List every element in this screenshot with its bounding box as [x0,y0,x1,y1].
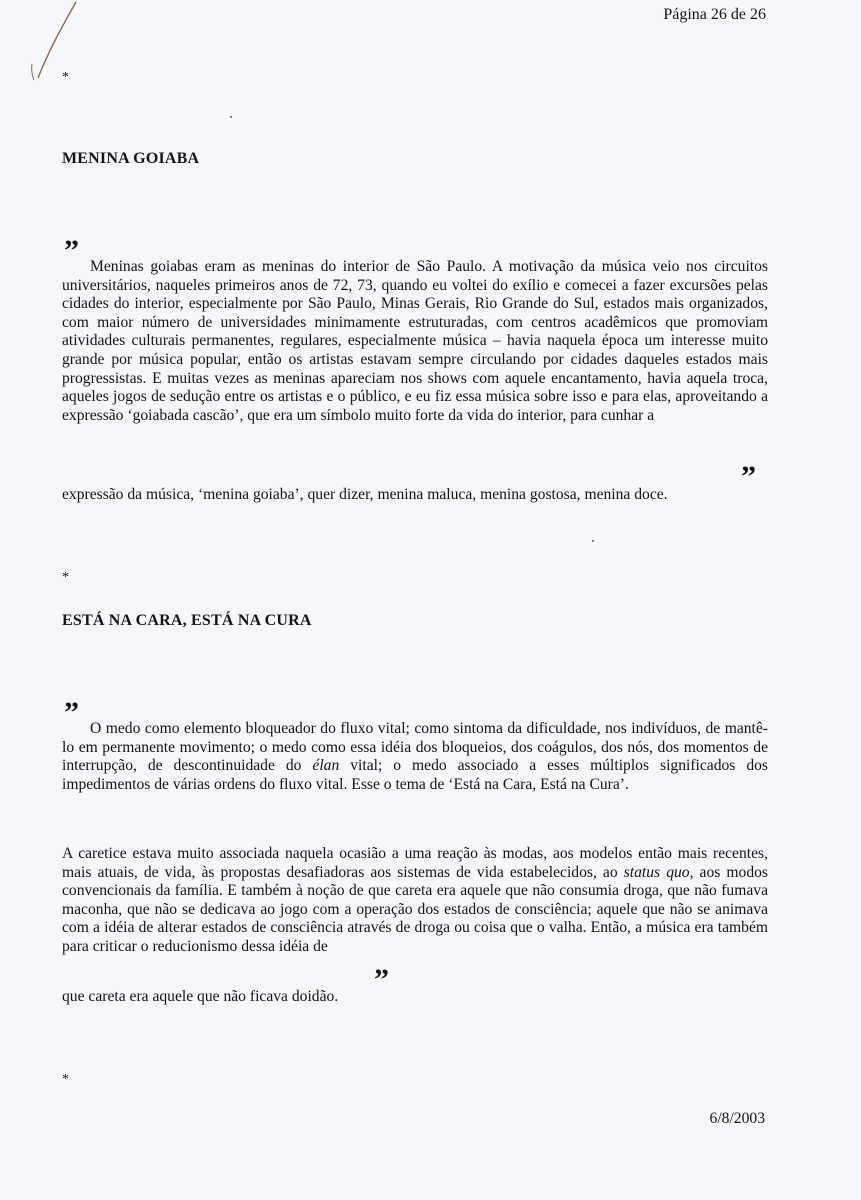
paragraph-text: O medo como elemento bloqueador do fluxo vital; como sintoma da dificuldade, nos indivíduos, de mantê-lo em permanente movimento; o medo como essa idéia dos bloqueios, dos coágulos, dos nós, dos momentos de interrupção, de descontinuidade do [62,720,768,775]
footer-date: 6/8/2003 [709,1110,765,1127]
section-title: ESTÁ NA CARA, ESTÁ NA CURA [62,612,312,629]
paragraph-text: vital; o medo associado a esses múltiplos significados dos impedimentos de várias ordens do fluxo vital. Esse o tema de ‘Está na Cara, Está na Cura’. [62,757,769,793]
section-separator-asterisk: * [62,570,69,585]
section-title: MENINA GOIABA [62,150,200,167]
paragraph-last-line: expressão da música, ‘menina goiaba’, quer dizer, menina maluca, menina gostosa, menina doce. [62,486,668,503]
paragraph-last-line: que careta era aquele que não ficava doidão. [62,988,339,1005]
open-quote-mark: ” [64,234,77,267]
scan-speck [592,540,594,542]
pen-stroke-mark [26,0,86,90]
page-number: Página 26 de 26 [663,6,766,23]
section-paragraph [62,720,768,794]
scan-speck [230,116,232,118]
paragraph-text: A caretice estava muito associada naquela ocasião a uma reação às modas, aos modelos então mais recentes, mais atuais, de vida, às propostas desafiadoras aos sistemas de vida estabelecidos, ao [62,845,768,881]
paragraph-italic-term: élan [312,757,340,775]
section-paragraph [62,258,768,425]
close-quote-mark: ” [374,963,387,996]
section-paragraph [62,845,768,957]
section-separator-asterisk: * [62,70,69,85]
close-quote-mark: ” [741,460,754,493]
paragraph-italic-term: status quo [623,863,690,881]
final-asterisk: * [62,1072,69,1087]
paragraph-text: , aos modos convencionais da família. E também à noção de que careta era aquele que não consumia droga, que não fumava maconha, que não se dedicava ao jogo com a operação dos estados de consciência; aquele que não se animava com a idéia de alterar estados de consciência através de droga ou coisa que o valha. Então, a música era também para criticar o reducionismo dessa idéia de [62,863,769,955]
open-quote-mark: ” [64,696,77,729]
paragraph-text: Meninas goiabas eram as meninas do interior de São Paulo. A motivação da música veio nos circuitos universitários, naqueles primeiros anos de 72, 73, quando eu voltei do exílio e comecei a fazer excursões pelas cidades do interior, especialmente por São Paulo, Minas Gerais, Rio Grande do Sul, estados mais organizados, com maior número de universidades minimamente estruturadas, com centros acadêmicos que promoviam atividades culturais permanentes, regulares, especialmente música – havia naquela época um interesse muito grande por música popular, então os artistas estavam sempre circulando por cidades daqueles estados mais progressistas. E muitas vezes as meninas apareciam nos shows com aquele encantamento, havia aquela troca, aqueles jogos de sedução entre os artistas e o público, e eu fiz essa música sobre isso e para elas, aproveitando a expressão ‘goiabada cascão’, que era um símbolo muito forte da vida do interior, para cunhar a [62,258,768,424]
